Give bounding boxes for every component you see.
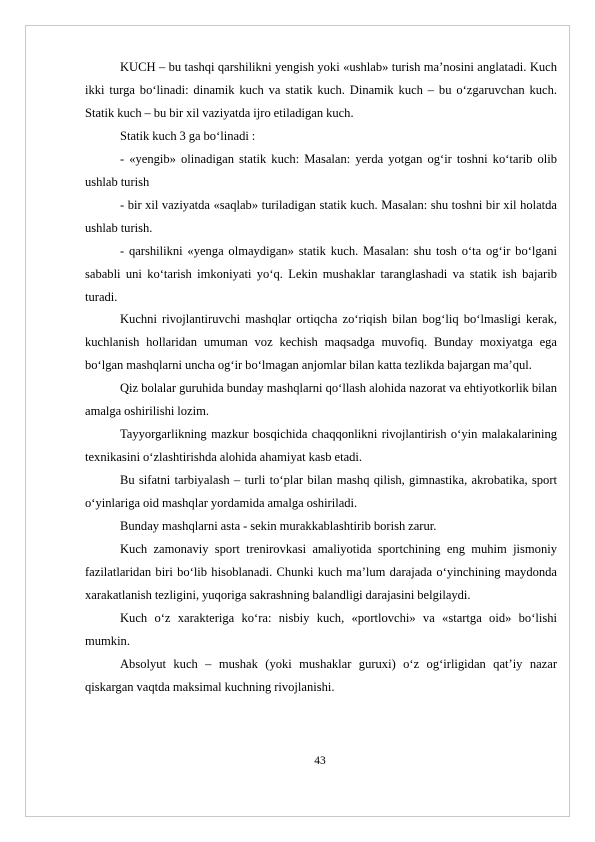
paragraph-kuch-definition: KUCH – bu tashqi qarshilikni yengish yoki «ushlab» turish ma’nosini anglatadi. Kuch ikki turga bo‘linadi: dinamik kuch va statik kuch. Dinamik kuch – bu o‘zgaruvchan kuch. Statik kuch – bu bir xil vaziyatda ijro etiladigan kuch. <box>85 60 557 120</box>
document-body <box>85 56 557 699</box>
paragraph-static-type-2: - bir xil vaziyatda «saqlab» turiladigan statik kuch. Masalan: shu toshni bir xil holatda ushlab turish. <box>85 197 557 235</box>
paragraph-static-types-intro: Statik kuch 3 ga bo‘linadi : <box>120 128 256 143</box>
paragraph-absolute-strength: Absolyut kuch – mushak (yoki mushaklar guruxi) o‘z og‘irligidan qat’iy nazar qiskargan vaqtda maksimal kuchning rivojlanishi. <box>85 656 557 694</box>
paragraph-strength-character: Kuch o‘z xarakteriga ko‘ra: nisbiy kuch, «portlovchi» va «startga oid» bo‘lishi mumkin. <box>85 610 557 648</box>
page-number: 43 <box>314 755 326 767</box>
paragraph-strength-exercises: Kuchni rivojlantiruvchi mashqlar ortiqcha zo‘riqish bilan bog‘liq bo‘lmasligi kerak, kuchlanish hollaridan umuman voz kechish maqsadga muvofiq. Bunday moxiyatga ega bo‘lgan mashqlarni uncha og‘ir bo‘lmagan anjomlar bilan katta tezlikda bajargan ma’qul. <box>85 312 557 373</box>
paragraph-static-type-1: - «yengib» olinadigan statik kuch: Masalan: yerda yotgan og‘ir toshni ko‘tarib olib ushlab turish <box>85 151 557 189</box>
paragraph-gradual-complexity: Bunday mashqlarni asta - sekin murakkablashtirib borish zarur. <box>120 519 437 534</box>
paragraph-static-type-3: - qarshilikni «yenga olmaydigan» statik kuch. Masalan: shu tosh o‘ta og‘ir bo‘lgani sababli uni ko‘tarish imkoniyati yo‘q. Lekin mushaklar taranglashadi va statik ish bajarib turadi. <box>85 243 557 304</box>
paragraph-strength-importance: Kuch zamonaviy sport trenirovkasi amaliyotida sportchining eng muhim jismoniy fazilatlaridan biri bo‘lib hisoblanadi. Chunki kuch ma’lum darajada o‘yinchining maydonda xarakatlanish tezligini, yuqoriga sakrashning balandligi darajasini belgilaydi. <box>85 542 557 602</box>
paragraph-agility-development: Tayyorgarlikning mazkur bosqichida chaqqonlikni rivojlantirish o‘yin malakalarining texnikasini o‘zlashtirishda alohida ahamiyat kasb etadi. <box>85 427 557 465</box>
paragraph-girls-groups: Qiz bolalar guruhida bunday mashqlarni qo‘llash alohida nazorat va ehtiyotkorlik bilan amalga oshirilishi lozim. <box>85 381 557 419</box>
paragraph-quality-training: Bu sifatni tarbiyalash – turli to‘plar bilan mashq qilish, gimnastika, akrobatika, sport o‘yinlariga oid mashqlar yordamida amalga oshiriladi. <box>85 473 557 511</box>
